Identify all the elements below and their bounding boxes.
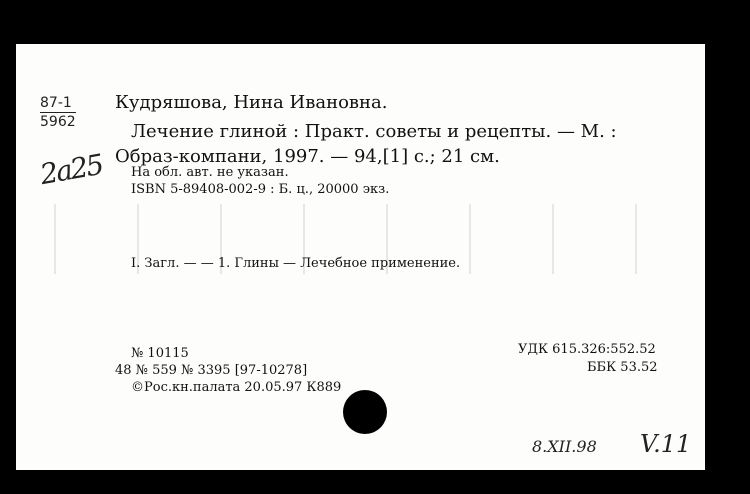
- subject-tracings: I. Загл. — — 1. Глины — Лечебное применение.: [131, 256, 461, 271]
- book-chamber-line: ©Рос.кн.палата 20.05.97 К889: [131, 380, 342, 395]
- note-line: На обл. авт. не указан.: [131, 165, 289, 180]
- udk-code: УДК 615.326:552.52: [518, 342, 656, 357]
- handwritten-note-left: 2a25: [37, 147, 105, 192]
- publication-statement: Образ-компани, 1997. — 94,[1] с.; 21 см.: [115, 146, 500, 167]
- record-number: № 10115: [131, 346, 189, 361]
- handwritten-initials: V.11: [640, 430, 692, 458]
- title-statement: Лечение глиной : Практ. советы и рецепты. — М. :: [131, 121, 617, 142]
- shelf-mark-top: 87-1: [40, 96, 76, 113]
- punch-hole: [343, 390, 387, 434]
- bbk-code: ББК 53.52: [587, 360, 658, 375]
- shelf-mark: [40, 96, 76, 130]
- record-numbers-line: 48 № 559 № 3395 [97-10278]: [115, 363, 308, 378]
- shelf-mark-bottom: 5962: [40, 114, 76, 130]
- handwritten-date: 8.XII.98: [532, 437, 597, 456]
- isbn-line: ISBN 5-89408-002-9 : Б. ц., 20000 экз.: [131, 182, 390, 197]
- author-heading: Кудряшова, Нина Ивановна.: [115, 92, 388, 113]
